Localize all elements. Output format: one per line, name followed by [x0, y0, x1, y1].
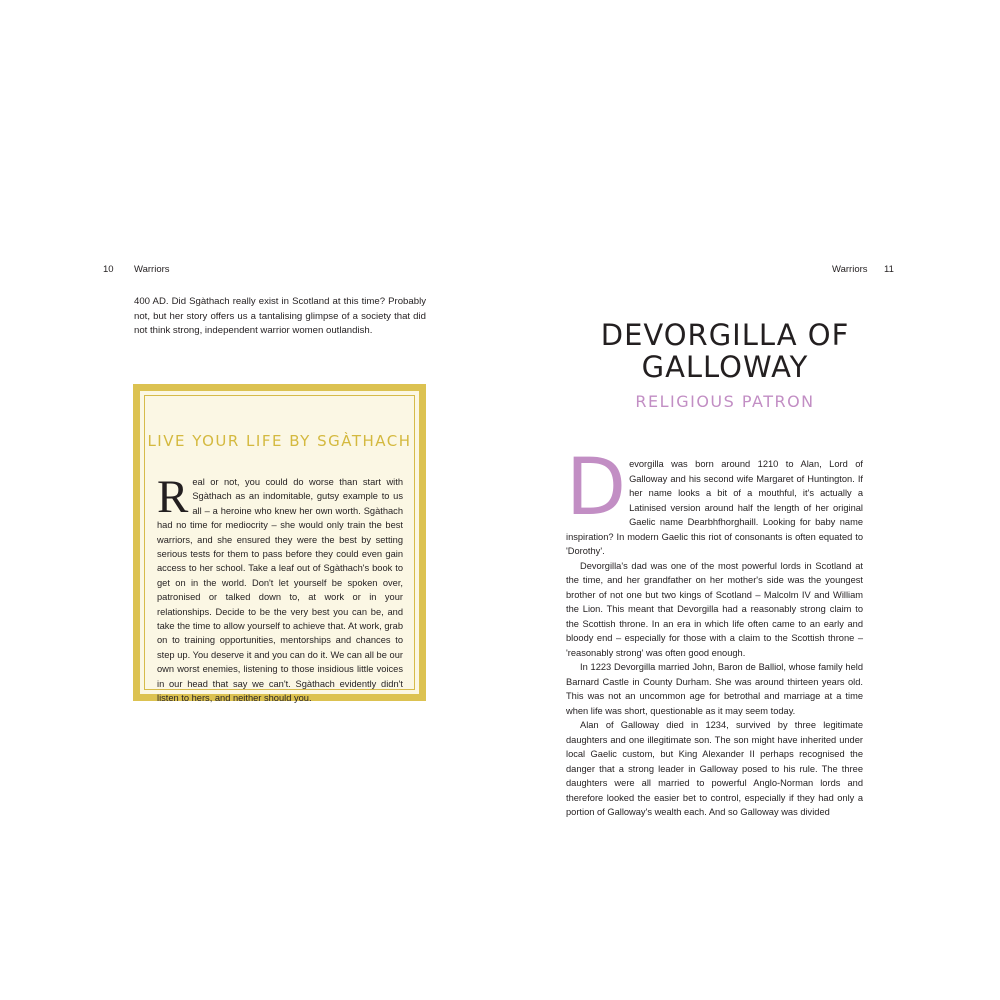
callout-box-panel	[140, 391, 419, 704]
running-head-right: Warriors	[832, 264, 868, 275]
callout-dropcap: R	[157, 471, 189, 523]
page-number-left: 10	[103, 264, 114, 275]
running-head-left: Warriors	[134, 264, 170, 275]
callout-title: LIVE YOUR LIFE BY SGÀTHACH	[147, 432, 412, 450]
article-paragraph-text: evorgilla was born around 1210 to Alan, Lord of Galloway and his second wife Margaret of Huntington. If her name looks a bit of a mouthful, it's actually a Latinised version around half the length of her original Gaelic name Dearbhfhorghaill. Looking for baby name inspiration? In modern Gaelic this riot of consonants is often equated to 'Dorothy'.	[566, 459, 863, 556]
article-dropcap: D	[566, 443, 627, 533]
page-number-right: 11	[884, 264, 894, 275]
article-body	[566, 443, 863, 820]
chapter-title	[580, 319, 870, 383]
chapter-title-line-1: DEVORGILLA OF	[600, 318, 850, 352]
callout-text: eal or not, you could do worse than start with Sgàthach as an indomitable, gutsy example to us all – a heroine who knew her own worth. Sgàthach had no time for mediocrity – she would only train the best warriors, and she ensured they were the best by setting serious tests for them to pass before they could even gain access to her school. Take a leaf out of Sgàthach's book to get on in the world. Don't let yourself be spoken over, patronised or talked down to, at work or in your relationships. Decide to be the very best you can be, and take the time to allow yourself to achieve that. At work, grab on to training opportunities, mentorships and chances to step up. You deserve it and you can do it. We can all be our own worst enemies, listening to those insidious little voices in our head that say we can't. Sgàthach evidently didn't listen to hers, and neither should you.	[157, 477, 403, 704]
article-paragraph: Alan of Galloway died in 1234, survived by three legitimate daughters and one illegitimate son. The son might have inherited under local Gaelic custom, but King Alexander II perhaps recognised the danger that a strong leader in Galloway posed to his rule. The three daughters were all married to powerful Anglo-Norman lords and therefore looked the easier bet to control, especially if they had only a portion of Galloway's wealth each. And so Galloway was divided	[566, 720, 863, 817]
article-paragraph	[566, 443, 863, 559]
chapter-title-line-2: GALLOWAY	[641, 350, 809, 384]
intro-paragraph: 400 AD. Did Sgàthach really exist in Scotland at this time? Probably not, but her story offers us a tantalising glimpse of a society that did not think strong, independent warrior women outlandish.	[134, 296, 426, 336]
callout-body	[157, 471, 403, 706]
chapter-subtitle: RELIGIOUS PATRON	[635, 392, 815, 411]
article-paragraph: Devorgilla's dad was one of the most powerful lords in Scotland at the time, and her grandfather on her mother's side was the youngest brother of not one but two kings of Scotland – Malcolm IV and William the Lion. This meant that Devorgilla had a reasonably strong claim to the Scottish throne. In an era in which life often came to an early and bloody end – especially for those with a claim to the Scottish throne – 'reasonably strong' was often good enough.	[566, 560, 863, 658]
callout-box	[133, 384, 426, 704]
article-paragraph: In 1223 Devorgilla married John, Baron de Balliol, whose family held Barnard Castle in County Durham. She was around thirteen years old. This was not an uncommon age for betrothal and marriage at a time when life was short, questionable as it may seem today.	[566, 662, 863, 716]
